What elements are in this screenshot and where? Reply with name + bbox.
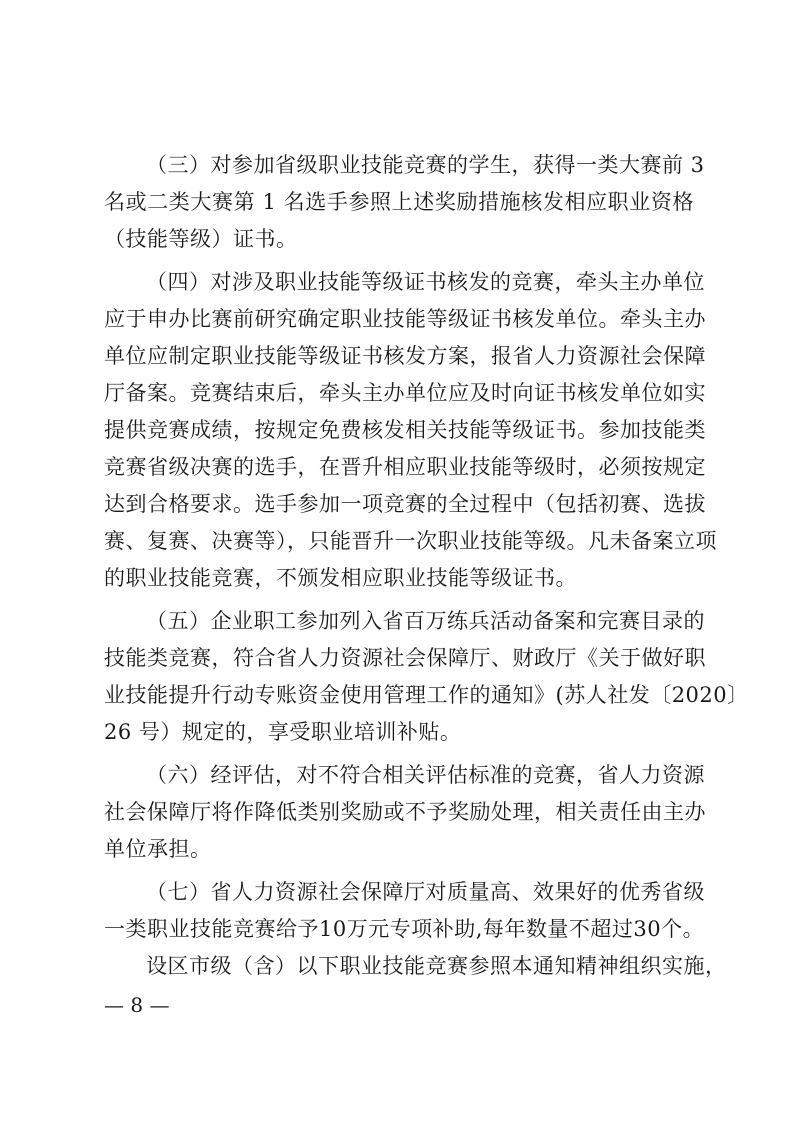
paragraph-5-line-2: 技能类竞赛，符合省人力资源社会保障厅、财政厅《关于做好职 [104,646,706,670]
paragraph-4-line-1: （四）对涉及职业技能等级证书核发的竞赛，牵头主办单位 [146,270,705,294]
paragraph-5-line-3: 业技能提升行动专账资金使用管理工作的通知》(苏人社发〔2020〕 [104,683,749,707]
paragraph-5-line-4: 26 号）规定的，享受职业培训补贴。 [104,720,462,744]
page-number: — 8 — [104,993,170,1017]
paragraph-7-line-2: 一类职业技能竞赛给予10万元专项补助,每年数量不超过30个。 [104,917,705,941]
paragraph-6-line-1: （六）经评估，对不符合相关评估标准的竞赛，省人力资源 [146,763,705,787]
paragraph-4-line-4: 厅备案。竞赛结束后，牵头主办单位应及时向证书核发单位如实 [104,381,706,405]
paragraph-6-line-3: 单位承担。 [104,837,212,861]
paragraph-6-line-2: 社会保障厅将作降低类别奖励或不予奖励处理，相关责任由主办 [104,800,706,824]
paragraph-4-line-8: 赛、复赛、决赛等），只能晋升一次职业技能等级。凡未备案立项 [104,529,717,553]
paragraph-4-line-9: 的职业技能竞赛，不颁发相应职业技能等级证书。 [104,566,577,590]
paragraph-5-line-1: （五）企业职工参加列入省百万练兵活动备案和完赛目录的 [146,609,705,633]
paragraph-3-line-1: （三）对参加省级职业技能竞赛的学生，获得一类大赛前 3 [146,153,705,177]
paragraph-4-line-7: 达到合格要求。选手参加一项竞赛的全过程中（包括初赛、选拔 [104,492,706,516]
paragraph-8-line-1: 设区市级（含）以下职业技能竞赛参照本通知精神组织实施， [146,954,727,978]
paragraph-3-line-2: 名或二类大赛第 1 名选手参照上述奖励措施核发相应职业资格 [104,190,694,214]
paragraph-4-line-2: 应于申办比赛前研究确定职业技能等级证书核发单位。牵头主办 [104,307,706,331]
paragraph-3-line-3: （技能等级）证书。 [104,227,298,251]
paragraph-4-line-5: 提供竞赛成绩，按规定免费核发相关技能等级证书。参加技能类 [104,418,706,442]
paragraph-7-line-1: （七）省人力资源社会保障厅对质量高、效果好的优秀省级 [146,880,705,904]
paragraph-4-line-6: 竞赛省级决赛的选手，在晋升相应职业技能等级时，必须按规定 [104,455,706,479]
paragraph-4-line-3: 单位应制定职业技能等级证书核发方案，报省人力资源社会保障 [104,344,706,368]
